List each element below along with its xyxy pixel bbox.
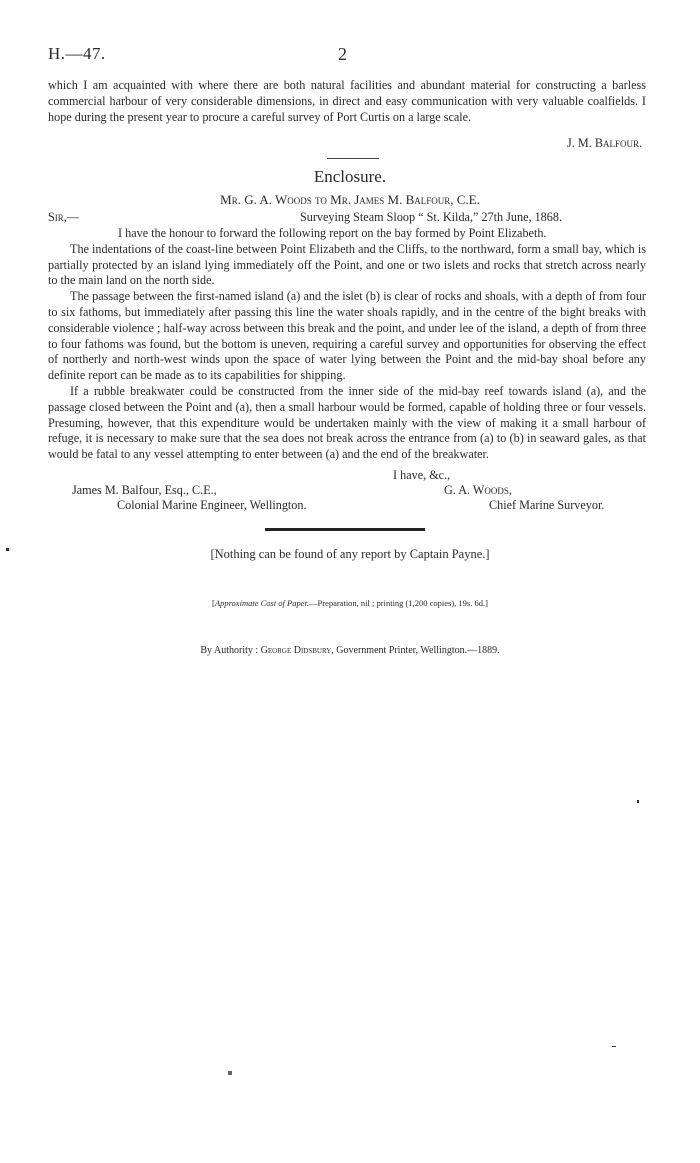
scan-speck xyxy=(637,800,639,803)
imprint-suffix: , Government Printer, Wellington.—1889. xyxy=(331,645,500,656)
enclosure-title: Enclosure. xyxy=(313,167,387,186)
imprint-prefix: By Authority : xyxy=(200,645,259,656)
scan-speck xyxy=(612,1046,616,1047)
letter-signoff: J. M. Balfour. xyxy=(567,136,642,150)
printer-name: George Didsbury xyxy=(260,645,332,656)
signer-title: Chief Marine Surveyor. xyxy=(489,498,605,512)
letter-continuation-text: which I am acquainted with where there are both natural facilities and abundant material for constructing a barless commercial harbour of very considerable dimensions, in direct and easy communication with very valuable coalfields. I hope during the present year to procure a careful survey of Port Curtis on a large scale. xyxy=(48,78,646,124)
section-divider xyxy=(327,158,379,159)
page-number: 2 xyxy=(338,44,347,64)
addressee-name: James M. Balfour, Esq., C.E., xyxy=(72,483,217,497)
editorial-note: [Nothing can be found of any report by Captain Payne.] xyxy=(210,547,490,561)
closing-line: I have, &c., xyxy=(393,468,451,482)
paragraph: The passage between the first-named island (a) and the islet (b) is clear of rocks and shoals, with a depth of from four to six fathoms, but immediately after passing this line the water shoals rapidly, and in the centre of the bight breaks with considerable violence ; half-way across between this break and the point, and under lee of the island, a depth of from three to four fathoms was found, but the bottom is uneven, requiring a careful survey and opportunities for observing the effect of northerly and north-west winds upon the space of water lying between the Point and the mid-bay shoal before any definite report can be made as to its capabilities for shipping. xyxy=(48,289,646,383)
cost-of-paper xyxy=(0,598,700,608)
enclosure-body xyxy=(48,226,646,463)
cost-open-bracket: [ xyxy=(212,598,215,608)
scan-speck xyxy=(228,1071,232,1075)
cost-label: Approximate Cost of Paper. xyxy=(214,598,309,608)
addressee-title: Colonial Marine Engineer, Wellington. xyxy=(117,498,307,512)
paragraph: I have the honour to forward the following report on the bay formed by Point Elizabeth. xyxy=(118,226,547,240)
printer-imprint xyxy=(0,645,700,656)
paragraph: The indentations of the coast-line between Point Elizabeth and the Cliffs, to the northward, form a small bay, which is partially protected by an island lying immediately off the Point, and one or two islets and rocks that stretch across nearly to the main land on the north side. xyxy=(48,241,646,288)
end-rule xyxy=(265,528,425,531)
salutation: Sir,— xyxy=(48,210,80,224)
letter-continuation xyxy=(48,78,646,125)
paper-reference: H.—47. xyxy=(48,44,106,63)
enclosure-from-to: Mr. G. A. Woods to Mr. James M. Balfour, C.E. xyxy=(220,192,480,207)
cost-details: —Preparation, nil ; printing (1,200 copies), 19s. 6d.] xyxy=(309,598,488,608)
signer-name: G. A. Woods, xyxy=(444,483,512,497)
location-date: Surveying Steam Sloop “ St. Kilda,” 27th June, 1868. xyxy=(300,210,563,224)
scan-speck xyxy=(6,548,9,551)
paragraph: If a rubble breakwater could be constructed from the inner side of the mid-bay reef towards island (a), and the passage closed between the Point and (a), then a small harbour would be formed, capable of holding three or four vessels. Presuming, however, that this expenditure would be undertaken mainly with the view of making it a small harbour of refuge, it is necessary to make sure that the sea does not break across the entrance from (a) to (b) in seaward gales, as that would be fatal to any vessel attempting to enter between (a) and the end of the breakwater. xyxy=(48,383,646,462)
